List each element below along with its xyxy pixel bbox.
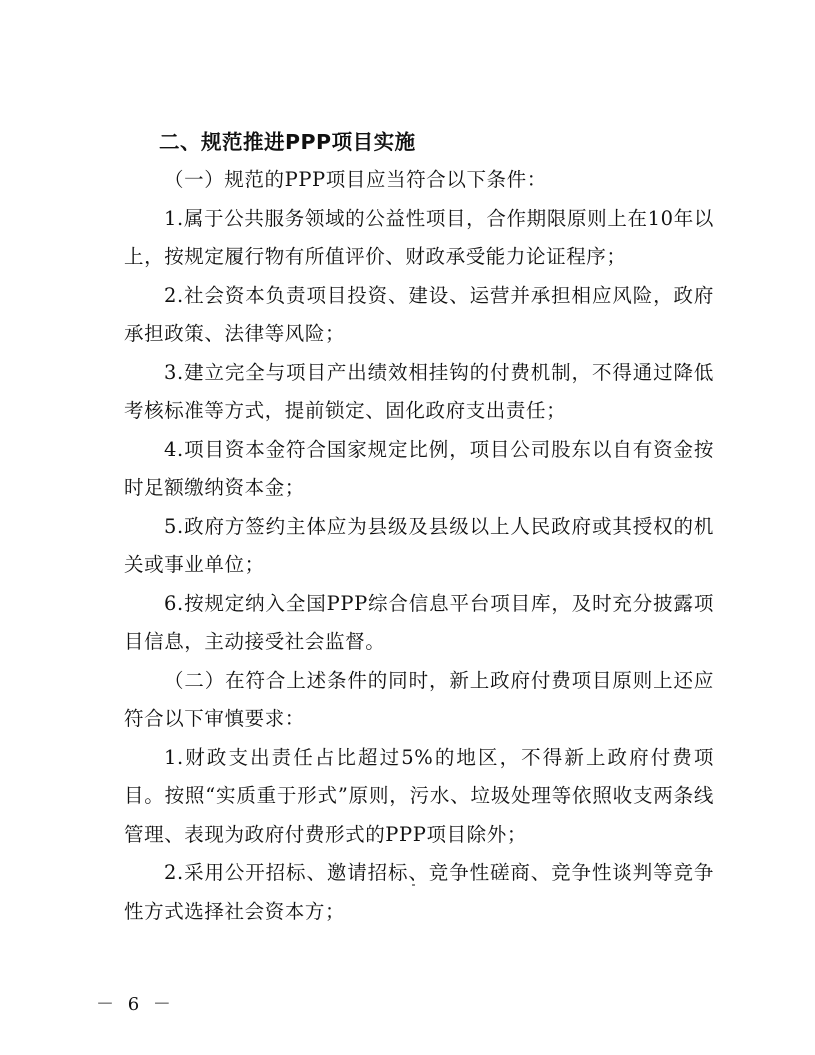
- paragraph-condition-2: 2.社会资本负责项目投资、建设、运营并承担相应风险，政府承担政策、法律等风险；: [124, 283, 714, 345]
- paragraph-prudence-1: 1.财政支出责任占比超过5%的地区，不得新上政府付费项目。按照“实质重于形式”原则，污水、垃圾处理等依照收支两条线管理、表现为政府付费形式的PPP项目除外；: [124, 745, 714, 846]
- section-heading: 二、规范推进PPP项目实施: [159, 130, 416, 154]
- paragraph-condition-6: 6.按规定纳入全国PPP综合信息平台项目库，及时充分披露项目信息，主动接受社会监督。: [124, 591, 714, 653]
- document-body: [124, 124, 714, 931]
- paragraph-condition-4: 4.项目资本金符合国家规定比例，项目公司股东以自有资金按时足额缴纳资本金；: [124, 437, 714, 499]
- paragraph-prudence-intro: （二）在符合上述条件的同时，新上政府付费项目原则上还应符合以下审慎要求：: [124, 668, 714, 730]
- paragraph-prudence-2: 2.采用公开招标、邀请招标、竞争性磋商、竞争性谈判等竞争性方式选择社会资本方；: [124, 861, 714, 923]
- paragraph-condition-intro: （一）规范的PPP项目应当符合以下条件：: [164, 168, 547, 191]
- page-number: － 6 －: [96, 994, 175, 1015]
- paragraph-condition-3: 3.建立完全与项目产出绩效相挂钩的付费机制，不得通过降低考核标准等方式，提前锁定、固化政府支出责任；: [124, 360, 714, 422]
- paragraph-condition-1: 1.属于公共服务领域的公益性项目，合作期限原则上在10年以上，按规定履行物有所值评价、财政承受能力论证程序；: [124, 206, 714, 268]
- scan-speck: [412, 884, 415, 886]
- paragraph-condition-5: 5.政府方签约主体应为县级及县级以上人民政府或其授权的机关或事业单位；: [124, 514, 714, 576]
